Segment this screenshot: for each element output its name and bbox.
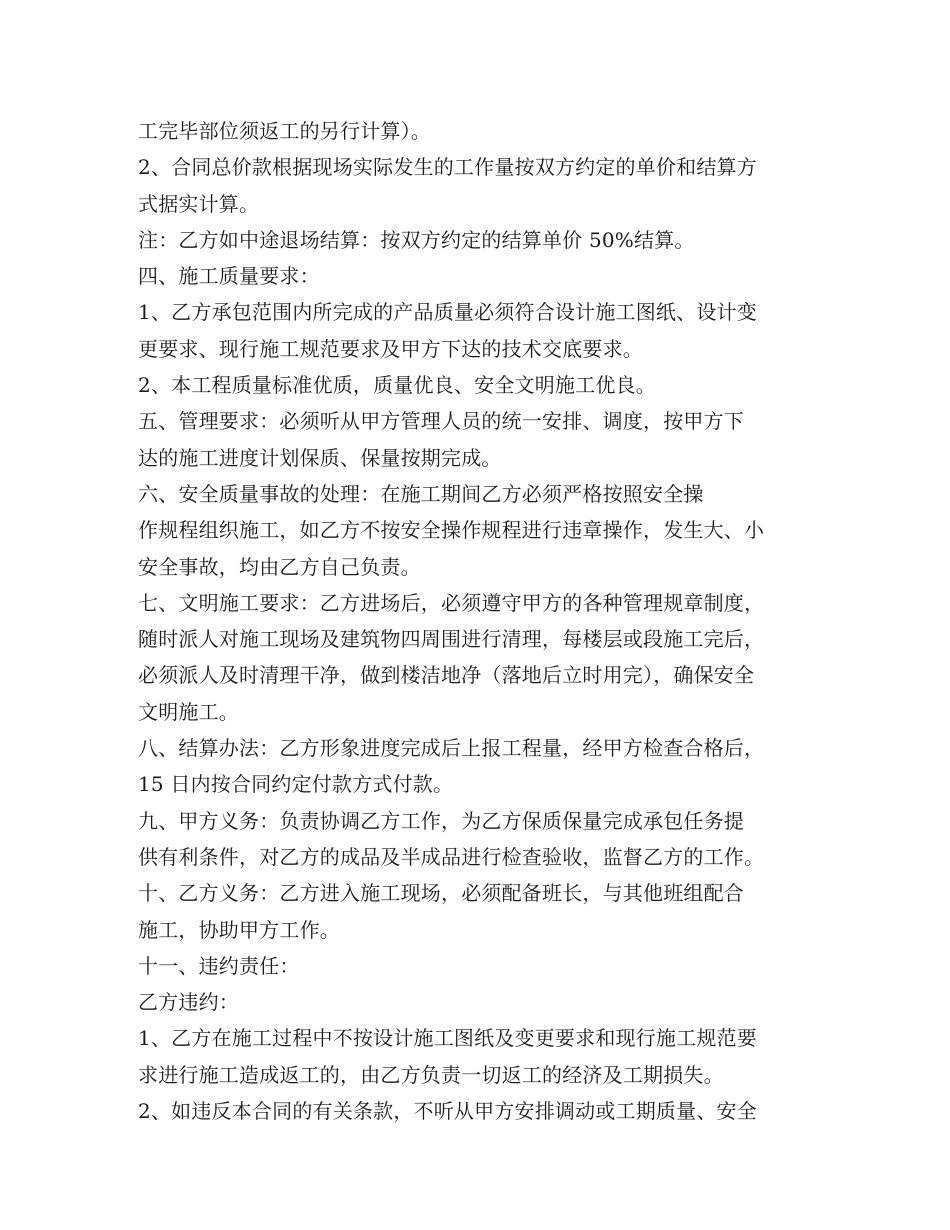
subsection-heading: 乙方违约： — [138, 990, 239, 1015]
section-heading: 四、施工质量要求： — [138, 264, 320, 289]
section-heading: 十一、违约责任： — [138, 953, 300, 978]
text-line: 1、乙方在施工过程中不按设计施工图纸及变更要求和现行施工规范要 — [138, 1026, 757, 1051]
text-line: 随时派人对施工现场及建筑物四周围进行清理，每楼层或段施工完后， — [138, 627, 765, 652]
text-line: 求进行施工造成返工的，由乙方负责一切返工的经济及工期损失。 — [138, 1062, 724, 1087]
text-line: 作规程组织施工，如乙方不按安全操作规程进行违章操作，发生大、小 — [138, 518, 765, 543]
text-line: 2、合同总价款根据现场实际发生的工作量按双方约定的单价和结算方 — [138, 155, 757, 180]
text-line: 八、结算办法：乙方形象进度完成后上报工程量，经甲方检查合格后， — [138, 736, 765, 761]
text-line: 工完毕部位须返工的另行计算）。 — [138, 119, 431, 143]
text-line: 式据实计算。 — [138, 191, 260, 216]
text-line: 1、乙方承包范围内所完成的产品质量必须符合设计施工图纸、设计变 — [138, 300, 757, 325]
text-line: 更要求、现行施工规范要求及甲方下达的技术交底要求。 — [138, 336, 643, 361]
text-line: 2、如违反本合同的有关条款，不听从甲方安排调动或工期质量、安全 — [138, 1099, 757, 1124]
text-line: 六、安全质量事故的处理：在施工期间乙方必须严格按照安全操 — [138, 481, 704, 506]
text-line: 五、管理要求：必须听从甲方管理人员的统一安排、调度，按甲方下 — [138, 409, 744, 434]
text-line: 15 日内按合同约定付款方式付款。 — [138, 772, 454, 797]
text-line: 施工，协助甲方工作。 — [138, 917, 340, 942]
text-line: 2、本工程质量标准优质，质量优良、安全文明施工优良。 — [138, 373, 656, 398]
text-line: 九、甲方义务：负责协调乙方工作，为乙方保质保量完成承包任务提 — [138, 808, 744, 833]
text-line: 必须派人及时清理干净，做到楼洁地净（落地后立时用完），确保安全 — [138, 663, 755, 688]
text-line: 注：乙方如中途退场结算：按双方约定的结算单价 50%结算。 — [138, 227, 695, 252]
text-line: 文明施工。 — [138, 699, 239, 724]
text-line: 十、乙方义务：乙方进入施工现场，必须配备班长，与其他班组配合 — [138, 881, 744, 906]
text-line: 七、文明施工要求：乙方进场后，必须遵守甲方的各种管理规章制度， — [138, 590, 765, 615]
text-line: 供有利条件，对乙方的成品及半成品进行检查验收，监督乙方的工作。 — [138, 844, 765, 869]
document-body — [138, 113, 838, 1129]
text-line: 达的施工进度计划保质、保量按期完成。 — [138, 445, 502, 470]
text-line: 安全事故，均由乙方自己负责。 — [138, 554, 421, 579]
